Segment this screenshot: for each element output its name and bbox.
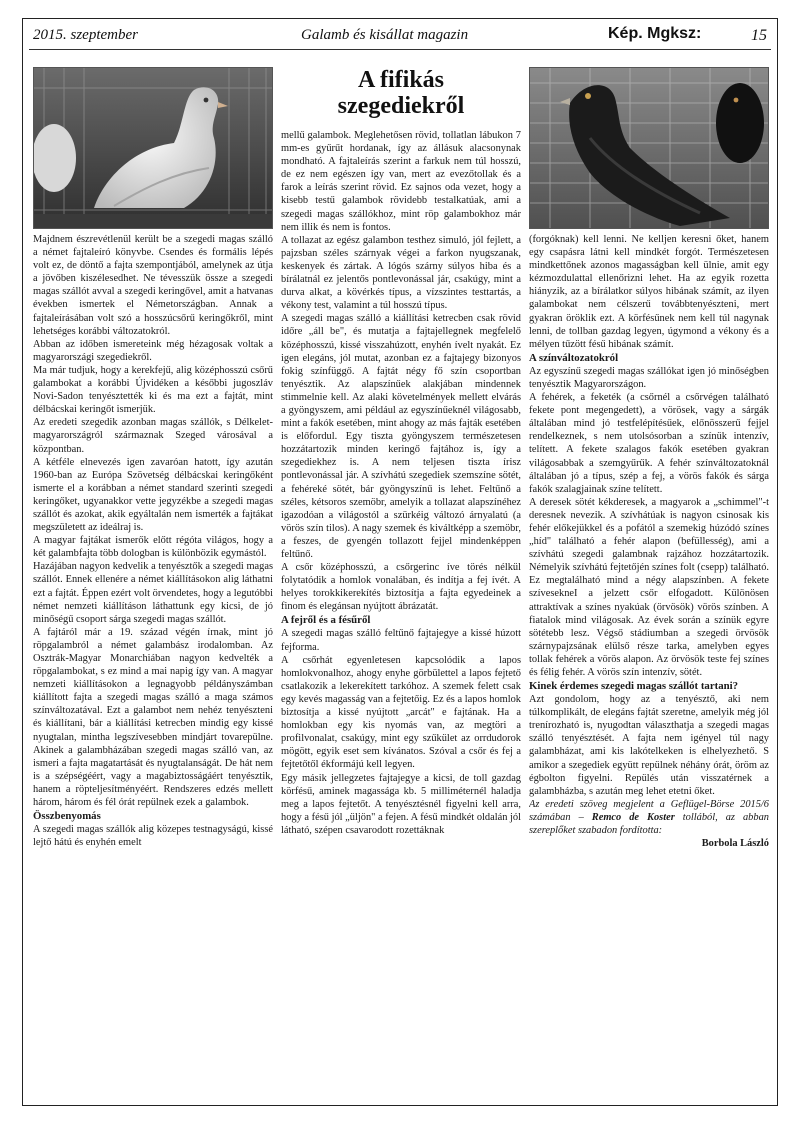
paragraph: A szegedi magas szálló feltűnő fajtajegye a kissé húzott fejforma.: [281, 628, 521, 653]
section-heading: Kinek érdemes szegedi magas szállót tartani?: [529, 680, 739, 693]
paragraph: mellű galambok. Meglehetősen rövid, tollatlan lábukon 7 mm-es gyűrűt hordanak, így az állásuk alacsonynak mondható. A fajtaleírás szerint a farkuk nem túl hosszú, de ez nem egészen így van, mert az evezőtollak és a farok a leírás szerint rövid. Ez sajnos oda vezet, hogy a kisebb testű galambok rövidebb testalkatúak, ami a szegedi magas szállókhoz, mint röp galambokhoz már nem illik és nem is fontos.: [281, 130, 521, 233]
paragraph: Ma már tudjuk, hogy a kerekfejű, alig középhosszú csőrű galambokat a korábbi Újvidéken a későbbi jugoszláv Novi-Sadon tenyésztették ki és ma ezt a fajtát, mint délbácskai keringőt ismerjük.: [33, 364, 273, 416]
paragraph: A fehérek, a feketék (a csőrnél a csőrvégen található fekete pont megengedett), a vörösek, vagy a sárgák általában mind jó testfelépítésűek, előnösszerű fejjel rendelkeznek, s nem utolsósorban a színük intenzív, telített. A fekete szalagos fakók esetében gyakran világosabbak a szemgyűrűk. A fehér színváltozatoknál általában jó a típus, szép a fej, a vörös fakók és sárga fakók szalagjainak színe telített.: [529, 392, 769, 495]
paragraph: A csőr középhosszú, a csőrgerinc íve törés nélkül folytatódik a homlok vonalában, és indítja a fej ívét. A helyes torokkikerekítés biztosítja a fajta egyedeinek a finom és elegánsan nyújtott ábrázatát.: [281, 562, 521, 613]
section-heading: Összbenyomás: [33, 810, 101, 823]
magazine-page: [22, 18, 778, 1106]
page-header: [33, 25, 767, 47]
black-pigeon-photo: [529, 67, 769, 229]
paragraph: A tollazat az egész galambon testhez simuló, jól fejlett, a pajzsban széles szárnyak végei a farkon nyugszanak, keskenyek és zártak. A lógós szárny súlyos hiba és a bírálatnál ez jelentős pontlevonással jár, csakúgy, mint a durva alkat, a kövérkés típus, a vízszintes testtartás, a vékony test, valamint a túl hosszú típus.: [281, 234, 521, 312]
column-3: [529, 67, 769, 1099]
paragraph: Azt gondolom, hogy az a tenyésztő, aki nem túlkomplikált, de elegáns fajtát szeretne, amelyik még jól trenírozható is, nyugodtan választhatja a szegedi magas szálló tenyésztését. A fajta nem igényel túl nagy galambházat, ami kis lakótelkeken is elhelyezhető. S amikor a szegediek együtt repülnek néhány órát, öröm az égbolton figyelni. Repülés után visszatérnek a galambházba, s azután meg lehet etetni őket.: [529, 694, 769, 797]
note-prefix: Az eredeti szöveg megjelent a Geflügel-Börse 2015/6 számában –: [529, 798, 769, 823]
paragraph: A kétféle elnevezés igen zavaróan hatott, így azután 1960-ban az Európa Szövetség délbácskai keringőként ismerte el a korábban a német standard szerinti szegedi keringőket, ugyanakkor vette jegyzékbe a szegedi magas szállót és azokat, akik egyáltalán nem ismerték a fajtákat megszületett az ideálraj is.: [33, 456, 273, 534]
paragraph: Majdnem észrevétlenül került be a szegedi magas szálló a német fajtaleíró könyvbe. Csendes és formális lépés volt ez, de döntő a fajta szempontjából, amelynek az útja a jövőben kiszélesedhet. Ne tévesszük össze a szegedi magas szállót avval a szegedi keringővel, amit a hatvanas években ismertek el Németországban. Annak a fajtaleírásában volt szó a hosszúcsőrű keringőkről, mint lehetséges korábbi változatokról.: [33, 234, 273, 337]
white-pigeon-photo: [33, 67, 273, 229]
paragraph: A magyar fajtákat ismerők előtt régóta világos, hogy a két galambfajta több dologban is különbözik egymástól.: [33, 535, 273, 560]
paragraph: A szegedi magas szállók alig közepes testnagyságú, kissé lejtő hátú és enyhén emelt: [33, 824, 273, 849]
column-2: [281, 67, 521, 1099]
article-title: [281, 67, 521, 119]
paragraph: A szegedi magas szálló a kiállítási ketrecben csak rövid időre „áll be", és mutatja a fajtajellegnek megfelelő középhosszú, kissé visszahúzott, enyhén ívelt nyakát. Ez igen elegáns, jól mutat, azonban ez a fajtajegy bizonyos fokig színfüggő. A fajtát négy fő szín csoportban tenyésztik. Az alapszínűek alakjában mindennek stimmelnie kell. Az alaki követelmények mellett elvárás a gyöngyszem, ami például az egyszínűeknél világosabb, mint a fakók esetében, mint ahogy az más fajták esetében is előfordul. Egy tiszta gyöngyszem természetesen hozzátartozik minden keringő fajtához is, így a szegediekhez is. A nem teljesen tiszta írisz pontlevonással jár. A szívhátú szegediek szemszíne sötét, a fehéreké sötét, bár gyöngyszínű is lehet. Feltűnő a széles, kétsoros szemöbr, amelyik a tollazat alapszínéhez igazodóan a világostól a szürkéig változó árnyalatú (a vörös szín tilos). A nagy szemek és kiváltképp a szemöbr, a feszes, de gyengén tollazott fejjel mindenképpen feltűnő.: [281, 313, 521, 560]
paragraph: Egy másik jellegzetes fajtajegye a kicsi, de toll gazdag körfésű, aminek magassága kb. 5 milliméternél haladja meg a lapos fejtetőt. A tenyésztésnél figyelni kell arra, hogy a fésű jól „üljön" a fejen. A fésű mindkét oldalán jól látható, szépen csavarodott rozettáknak: [281, 772, 521, 836]
page-number: 15: [751, 27, 767, 44]
magazine-name: Galamb és kisállat magazin: [301, 27, 469, 43]
paragraph: Abban az időben ismereteink még hézagosak voltak a magyarországi szegediekről.: [33, 338, 273, 363]
paragraph: A fajtáról már a 19. század végén írnak, mint jó röpgalambról a német galambász irodalomban. Az Osztrák-Magyar Monarchiában nagyon kedvelték a röpgalambokat, s ez mind a mai napig így van. A magyar nemzeti kiállításokon a legnagyobb példányszámban kiállított fajta a szegedi magas szálló a maga számos színváltozatával. Ezt a galambot nem nehéz tenyészteni és kiállítani, bár a kiállítási ketrecben mindig egy kissé nyugtalan, mintha legszívesebben mindjárt tovarepülne. Akinek a galambházában szegedi magas szálló van, az ismeri a fajta magatartását és nyugtalanságát. De hát nem is a szépségéért, vagy a magabiztosságáért tenyésztik, hanem a röpteljesítményéért. Rendszeres edzés mellett három, három és fél órát repülnek ezek a galambok.: [33, 626, 273, 809]
paragraph: A deresek sötét kékderesek, a magyarok a „schimmel"-t deresnek nevezik. A szívhátúak is nagyon csinosak kis fehér előkejükkel és a pofától a szemekig húzódó színes „híd" található a fehér alapon (befüllesség), ami a szívhátú szegedi galambnak rajzához hozzátartozik. Némelyik szívhátú fejtetőjén színes folt (csepp) található. Ez megtalálható mind a négy alapszínben. A fekete szívesekneI a jelzett csőr elfogadott. Különösen attraktívak a színes nyakúak (örvösök) vörös színben. A fiatalok mind világosak. Az évek során a színük egyre sötétebb lesz. Végső stádiumban a szegedi örvösök szárnypajzsának elülső része tarka, amelyben egyes tollak fehérek a vörös alapon. Az örvösök teste fej színes és félig fehér. A vörös szín intenzív, sötét.: [529, 496, 769, 678]
note-suffix: tollából, az abban szereplőket szabadon fordította:: [529, 811, 769, 837]
title-line-1: A fifikás: [357, 67, 444, 93]
paragraph: Az eredeti szegedik azonban magas szállók, s Délkelet-magyarországról származnak Szeged városával a központban.: [33, 417, 273, 455]
section-heading: A fejről és a fésűről: [281, 614, 371, 627]
paragraph: (forgóknak) kell lenni. Ne kelljen keresni őket, hanem egy csapásra látni kell mindkét forgót. Természetesen mindkettőnek azonos magasságban kell ülnie, amit egy kézmozdulattal ellenőrizni lehet. Ha az egyik rozetta hiányzik, az a bírálatkor súlyos hibának számít, az ilyen galambokat nem célszerű továbbtenyészteni, mert gyakran öröklik ezt. A körfésűnek nem kell túl nagynak lenni, de tollban gazdag legyen, úgymond a vékony és a mélyen tűzött fésű hibának számít.: [529, 234, 769, 350]
section-heading: A színváltozatokról: [529, 351, 619, 364]
paragraph: Hazájában nagyon kedvelik a tenyésztők a szegedi magas szállót. Ennek ellenére a német kiállításokon alig láthatni ezt a fajtát. Éppen ezért volt örvendetes, hogy a legutóbbi német nemzeti kiállításon láthattunk egy kicsi, de jó minőségű csoport sárga szegedi magas szállót.: [33, 561, 273, 625]
paragraph: A csőrhát egyenletesen kapcsolódik a lapos homlokvonalhoz, ahogy enyhe görbülettel a lapos fejtető csatlakozik a lekerekített tarkóhoz. A szemek felett csak egy kevés magasság van a fejtetőig. Ez és a lapos homlok biztosítja a kissé nyújtott „arcát" e fajtának. Ha a homlokban egy kis nyomás van, az megtöri a profilvonalat, csakúgy, mint egy szűkület az orrdudorok mögött, egyik eset sem kívánatos. Szóval a csőr és fej a fejtetőtől ékformájú kell legyen.: [281, 654, 521, 771]
issue-date: 2015. szeptember: [33, 27, 138, 43]
source-label: Kép. Mgksz:: [608, 25, 702, 42]
header-rule: [29, 49, 771, 50]
source-note: [529, 798, 769, 837]
paragraph: Az egyszínű szegedi magas szállókat igen jó minőségben tenyésztik Magyarországon.: [529, 365, 769, 390]
title-line-2: szegediekről: [337, 93, 465, 119]
column-1: [33, 67, 273, 1099]
note-author: Remco de Koster: [591, 811, 675, 823]
translator-signature: Borbola László: [701, 838, 769, 850]
